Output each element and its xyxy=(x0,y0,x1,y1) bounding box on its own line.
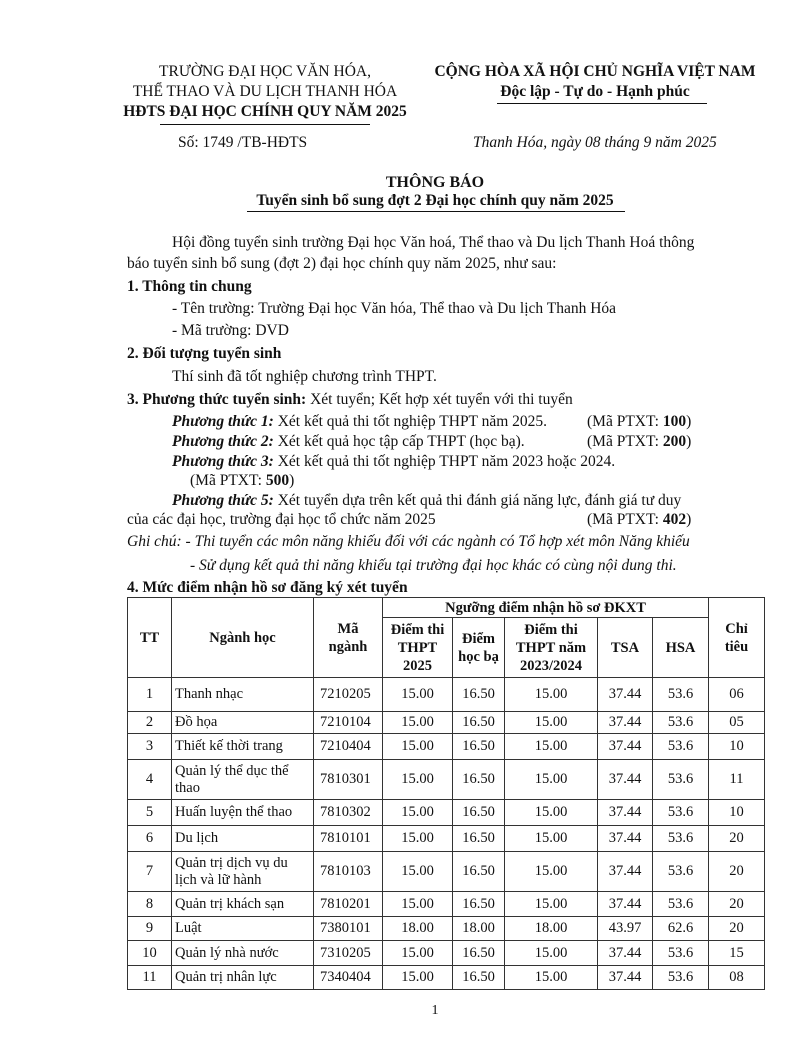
cell-thpt2324: 15.00 xyxy=(505,966,598,990)
cell-tt: 4 xyxy=(128,760,172,800)
section-target-heading: 2. Đối tượng tuyển sinh xyxy=(127,345,282,362)
header-hoc-ba xyxy=(453,618,505,678)
cell-thpt25: 15.00 xyxy=(383,892,453,917)
method-3-code-close: ) xyxy=(289,472,295,489)
method-5 xyxy=(172,490,681,511)
cell-code: 7380101 xyxy=(314,917,383,941)
cell-thpt2324: 15.00 xyxy=(505,800,598,826)
document-number: Số: 1749 /TB-HĐTS xyxy=(178,134,308,151)
cell-major: Quản trị khách sạn xyxy=(172,892,314,917)
cell-major: Thanh nhạc xyxy=(172,678,314,712)
cell-thpt25: 15.00 xyxy=(383,941,453,966)
cell-hsa: 53.6 xyxy=(653,734,709,760)
cell-hocba: 16.50 xyxy=(453,826,505,852)
cell-quota: 11 xyxy=(709,760,765,800)
cell-tsa: 37.44 xyxy=(598,712,653,734)
cell-thpt25: 15.00 xyxy=(383,800,453,826)
country-name: CỘNG HÒA XÃ HỘI CHỦ NGHĨA VIỆT NAM xyxy=(434,63,756,80)
method-5-code xyxy=(587,509,691,530)
cell-major: Huấn luyện thể thao xyxy=(172,800,314,826)
cell-tt: 10 xyxy=(128,941,172,966)
cell-code: 7810101 xyxy=(314,826,383,852)
cell-major: Quản trị nhân lực xyxy=(172,966,314,990)
header-thpt25-l1: Điểm thi xyxy=(390,621,445,638)
cell-thpt25: 15.00 xyxy=(383,852,453,892)
cell-thpt2324: 15.00 xyxy=(505,941,598,966)
note-label: Ghi chú: xyxy=(127,533,182,550)
cell-quota: 20 xyxy=(709,826,765,852)
cell-tsa: 37.44 xyxy=(598,760,653,800)
cell-major: Thiết kế thời trang xyxy=(172,734,314,760)
section-general-info-heading: 1. Thông tin chung xyxy=(127,278,252,295)
cell-major-l2: thao xyxy=(175,779,200,796)
school-code-info: - Mã trường: DVD xyxy=(172,322,289,339)
header-thpt25-l3: 2025 xyxy=(403,657,432,674)
header-tsa: TSA xyxy=(598,618,653,678)
cell-hocba: 16.50 xyxy=(453,966,505,990)
cell-tsa: 37.44 xyxy=(598,826,653,852)
table-row xyxy=(128,892,765,917)
cell-tt: 5 xyxy=(128,800,172,826)
method-3-code-value: 500 xyxy=(265,472,290,489)
method-2-code-value: 200 xyxy=(662,433,687,450)
cell-code: 7810301 xyxy=(314,760,383,800)
method-5-code-prefix: (Mã PTXT: xyxy=(587,511,663,528)
table-row xyxy=(128,966,765,990)
cell-thpt25: 15.00 xyxy=(383,678,453,712)
cell-code: 7210404 xyxy=(314,734,383,760)
header-thpt-2023-2024 xyxy=(505,618,598,678)
cell-major-l1: Quản lý thể dục thể xyxy=(175,762,289,779)
motto-underline xyxy=(497,102,707,104)
cell-major xyxy=(172,760,314,800)
school-name-line2: THỂ THAO VÀ DU LỊCH THANH HÓA xyxy=(132,83,398,100)
cell-tt: 8 xyxy=(128,892,172,917)
cell-thpt2324: 15.00 xyxy=(505,852,598,892)
cell-quota: 06 xyxy=(709,678,765,712)
methods-heading-label: 3. Phương thức tuyển sinh: xyxy=(127,391,307,408)
score-table xyxy=(127,597,765,990)
notice-subtitle: Tuyển sinh bổ sung đợt 2 Đại học chính quy năm 2025 xyxy=(256,192,614,209)
cell-code: 7810302 xyxy=(314,800,383,826)
cell-quota: 20 xyxy=(709,917,765,941)
method-2 xyxy=(172,431,525,452)
method-1-text: Xét kết quả thi tốt nghiệp THPT năm 2025. xyxy=(273,413,548,430)
table-row xyxy=(128,760,765,800)
cell-hocba: 16.50 xyxy=(453,734,505,760)
method-5-code-close: ) xyxy=(686,511,692,528)
cell-quota: 08 xyxy=(709,966,765,990)
cell-thpt2324: 15.00 xyxy=(505,678,598,712)
header-thpt2324-l2: THPT năm xyxy=(515,639,587,656)
cell-hsa: 53.6 xyxy=(653,892,709,917)
cell-hocba: 16.50 xyxy=(453,760,505,800)
cell-thpt2324: 15.00 xyxy=(505,826,598,852)
cell-quota: 05 xyxy=(709,712,765,734)
note-1-text: - Thi tuyển các môn năng khiếu đối với các ngành có Tổ hợp xét môn Năng khiếu xyxy=(181,533,690,550)
cell-tsa: 37.44 xyxy=(598,678,653,712)
method-1-code-value: 100 xyxy=(662,413,687,430)
header-hocba-l2: học bạ xyxy=(458,648,499,665)
cell-code: 7810103 xyxy=(314,852,383,892)
school-name-line1: TRƯỜNG ĐẠI HỌC VĂN HÓA, xyxy=(159,63,371,80)
method-3 xyxy=(172,451,615,472)
header-code-l2: ngành xyxy=(328,638,368,655)
notice-title: THÔNG BÁO xyxy=(385,174,485,191)
header-hsa: HSA xyxy=(653,618,709,678)
cell-major: Luật xyxy=(172,917,314,941)
subtitle-underline xyxy=(247,210,625,212)
method-3-text: Xét kết quả thi tốt nghiệp THPT năm 2023 hoặc 2024. xyxy=(273,453,616,470)
cell-major: Đồ họa xyxy=(172,712,314,734)
method-1-code xyxy=(587,411,691,432)
cell-code: 7340404 xyxy=(314,966,383,990)
method-5-line2: của các đại học, trường đại học tổ chức năm 2025 xyxy=(127,511,436,528)
method-5-label: Phương thức 5: xyxy=(172,492,274,509)
header-major: Ngành học xyxy=(172,598,314,678)
cell-thpt2324: 15.00 xyxy=(505,760,598,800)
cell-code: 7310205 xyxy=(314,941,383,966)
cell-quota: 10 xyxy=(709,800,765,826)
cell-thpt25: 15.00 xyxy=(383,760,453,800)
cell-hocba: 16.50 xyxy=(453,678,505,712)
section-score-heading: 4. Mức điểm nhận hồ sơ đăng ký xét tuyển xyxy=(127,579,408,596)
cell-tt: 6 xyxy=(128,826,172,852)
cell-major xyxy=(172,852,314,892)
cell-hsa: 53.6 xyxy=(653,678,709,712)
cell-hsa: 53.6 xyxy=(653,941,709,966)
admission-council: HĐTS ĐẠI HỌC CHÍNH QUY NĂM 2025 xyxy=(123,103,407,120)
note-1 xyxy=(127,531,690,552)
table-row xyxy=(128,826,765,852)
cell-thpt2324: 15.00 xyxy=(505,734,598,760)
method-5-code-value: 402 xyxy=(662,511,687,528)
cell-thpt2324: 18.00 xyxy=(505,917,598,941)
table-row xyxy=(128,852,765,892)
cell-tt: 7 xyxy=(128,852,172,892)
cell-tsa: 37.44 xyxy=(598,966,653,990)
cell-major: Du lịch xyxy=(172,826,314,852)
cell-major-l2: lịch và lữ hành xyxy=(175,871,262,888)
cell-quota: 15 xyxy=(709,941,765,966)
method-2-code-prefix: (Mã PTXT: xyxy=(587,433,663,450)
cell-tt: 11 xyxy=(128,966,172,990)
table-row xyxy=(128,734,765,760)
cell-tsa: 37.44 xyxy=(598,800,653,826)
table-row xyxy=(128,917,765,941)
cell-code: 7210104 xyxy=(314,712,383,734)
cell-tsa: 43.97 xyxy=(598,917,653,941)
method-3-code xyxy=(190,470,294,491)
cell-hocba: 18.00 xyxy=(453,917,505,941)
header-quota xyxy=(709,598,765,678)
cell-tt: 1 xyxy=(128,678,172,712)
cell-thpt25: 15.00 xyxy=(383,826,453,852)
header-threshold-group: Ngưỡng điểm nhận hồ sơ ĐKXT xyxy=(383,598,709,618)
header-thpt-2025 xyxy=(383,618,453,678)
school-name-info: - Tên trường: Trường Đại học Văn hóa, Thể thao và Du lịch Thanh Hóa xyxy=(172,300,617,317)
cell-hsa: 62.6 xyxy=(653,917,709,941)
header-thpt2324-l1: Điểm thi xyxy=(524,621,578,638)
method-2-label: Phương thức 2: xyxy=(172,433,274,450)
methods-heading-rest: Xét tuyển; Kết hợp xét tuyển với thi tuyển xyxy=(306,391,573,408)
council-underline xyxy=(160,123,370,125)
cell-tt: 3 xyxy=(128,734,172,760)
cell-hocba: 16.50 xyxy=(453,852,505,892)
cell-tt: 9 xyxy=(128,917,172,941)
method-1-code-close: ) xyxy=(686,413,692,430)
header-tt: TT xyxy=(128,598,172,678)
method-2-text: Xét kết quả học tập cấp THPT (học bạ). xyxy=(273,433,525,450)
table-row xyxy=(128,941,765,966)
cell-hocba: 16.50 xyxy=(453,941,505,966)
header-hocba-l1: Điểm xyxy=(461,630,495,647)
cell-quota: 10 xyxy=(709,734,765,760)
header-code xyxy=(314,598,383,678)
cell-thpt25: 15.00 xyxy=(383,734,453,760)
cell-hsa: 53.6 xyxy=(653,712,709,734)
method-3-label: Phương thức 3: xyxy=(172,453,274,470)
cell-tt: 2 xyxy=(128,712,172,734)
cell-hsa: 53.6 xyxy=(653,826,709,852)
cell-major-l1: Quản trị dịch vụ du xyxy=(175,854,288,871)
method-1-label: Phương thức 1: xyxy=(172,413,274,430)
cell-hocba: 16.50 xyxy=(453,712,505,734)
intro-line2: báo tuyển sinh bổ sung (đợt 2) đại học chính quy năm 2025, như sau: xyxy=(127,255,557,272)
header-quota-l2: tiêu xyxy=(724,638,749,655)
cell-hocba: 16.50 xyxy=(453,892,505,917)
header-thpt25-l2: THPT xyxy=(397,639,438,656)
header-code-l1: Mã xyxy=(337,620,359,637)
intro-line1: Hội đồng tuyển sinh trường Đại học Văn hoá, Thể thao và Du lịch Thanh Hoá thông xyxy=(172,234,695,251)
cell-tsa: 37.44 xyxy=(598,852,653,892)
cell-hsa: 53.6 xyxy=(653,760,709,800)
cell-code: 7210205 xyxy=(314,678,383,712)
target-text: Thí sinh đã tốt nghiệp chương trình THPT. xyxy=(172,368,437,385)
cell-major: Quản lý nhà nước xyxy=(172,941,314,966)
cell-hsa: 53.6 xyxy=(653,852,709,892)
cell-thpt25: 15.00 xyxy=(383,712,453,734)
cell-hocba: 16.50 xyxy=(453,800,505,826)
national-motto: Độc lập - Tự do - Hạnh phúc xyxy=(500,83,690,100)
place-and-date: Thanh Hóa, ngày 08 tháng 9 năm 2025 xyxy=(473,134,717,151)
method-1-code-prefix: (Mã PTXT: xyxy=(587,413,663,430)
method-2-code xyxy=(587,431,691,452)
method-3-code-prefix: (Mã PTXT: xyxy=(190,472,266,489)
cell-tsa: 37.44 xyxy=(598,941,653,966)
header-quota-l1: Chỉ xyxy=(725,620,748,637)
cell-thpt2324: 15.00 xyxy=(505,712,598,734)
cell-thpt25: 18.00 xyxy=(383,917,453,941)
cell-code: 7810201 xyxy=(314,892,383,917)
section-methods-heading xyxy=(127,389,573,410)
cell-hsa: 53.6 xyxy=(653,966,709,990)
table-row xyxy=(128,800,765,826)
page-number: 1 xyxy=(431,1003,439,1018)
header-thpt2324-l3: 2023/2024 xyxy=(519,657,583,674)
method-2-code-close: ) xyxy=(686,433,692,450)
table-row xyxy=(128,712,765,734)
cell-hsa: 53.6 xyxy=(653,800,709,826)
cell-thpt25: 15.00 xyxy=(383,966,453,990)
cell-tsa: 37.44 xyxy=(598,892,653,917)
cell-tsa: 37.44 xyxy=(598,734,653,760)
cell-quota: 20 xyxy=(709,852,765,892)
method-1 xyxy=(172,411,547,432)
cell-thpt2324: 15.00 xyxy=(505,892,598,917)
table-row xyxy=(128,678,765,712)
method-5-text: Xét tuyển dựa trên kết quả thi đánh giá năng lực, đánh giá tư duy xyxy=(273,492,682,509)
note-2: - Sử dụng kết quả thi năng khiếu tại trường đại học khác có cùng nội dung thi. xyxy=(190,557,677,574)
cell-quota: 20 xyxy=(709,892,765,917)
